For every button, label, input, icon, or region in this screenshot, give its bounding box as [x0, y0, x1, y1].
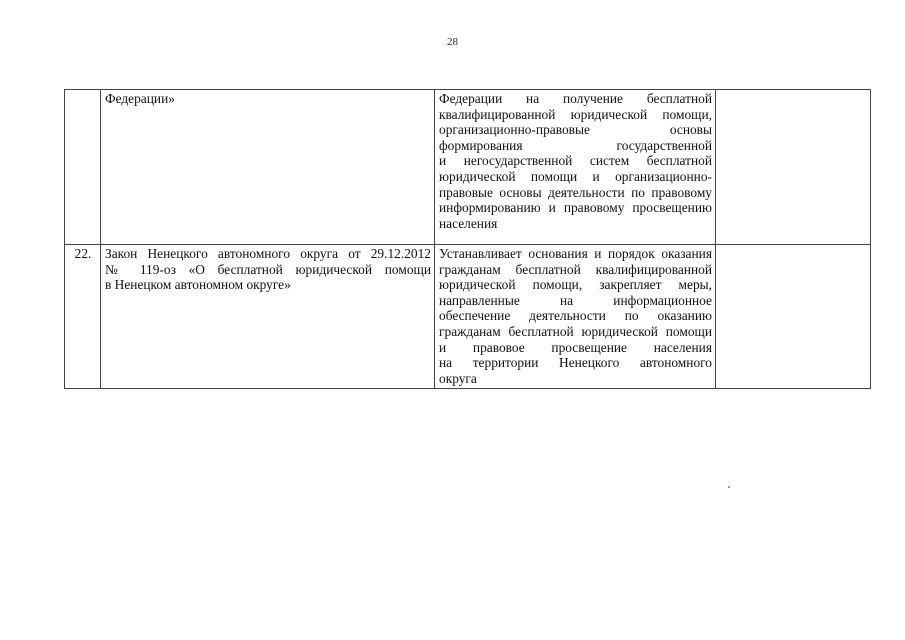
- text-line: квалифицированной юридической помощи,: [439, 106, 712, 122]
- text-line: в Ненецком автономном округе»: [105, 277, 291, 293]
- text-line: и негосударственной систем бесплатной: [439, 153, 712, 169]
- text-line: Устанавливает основания и порядок оказания: [439, 246, 712, 261]
- text-line: правовые основы деятельности по правовому: [439, 184, 712, 200]
- text-line: и правовое просвещение населения: [439, 339, 712, 355]
- text-line: формирования государственной: [439, 137, 712, 153]
- text-line: Федерации»: [105, 91, 175, 106]
- text-line: информированию и правовому просвещению: [439, 200, 712, 216]
- note-cell: [716, 90, 871, 245]
- text-line: округа: [439, 370, 477, 386]
- scan-speck: [728, 486, 730, 488]
- text-line: Федерации на получение бесплатной: [439, 91, 712, 106]
- text-line: на территории Ненецкого автономного: [439, 355, 712, 371]
- text-line: гражданам бесплатной юридической помощи: [439, 323, 712, 339]
- row-number-cell: 22.: [65, 245, 101, 389]
- text-line: населения: [439, 215, 498, 231]
- act-description-cell: [435, 245, 716, 389]
- legal-acts-table: [64, 89, 871, 389]
- act-title-cell: [101, 90, 435, 245]
- act-description-cell: [435, 90, 716, 245]
- text-line: юридической помощи и организационно-: [439, 168, 712, 184]
- note-cell: [716, 245, 871, 389]
- text-line: направленные на информационное: [439, 292, 712, 308]
- table-row: [65, 90, 871, 245]
- text-line: юридической помощи, закрепляет меры,: [439, 277, 712, 293]
- row-number-cell: [65, 90, 101, 245]
- text-line: № 119-оз «О бесплатной юридической помощи: [105, 261, 431, 277]
- text-line: организационно-правовые основы: [439, 122, 712, 138]
- text-line: Закон Ненецкого автономного округа от 29.12.2012: [105, 246, 431, 261]
- act-title-cell: [101, 245, 435, 389]
- text-line: гражданам бесплатной квалифицированной: [439, 261, 712, 277]
- text-line: обеспечение деятельности по оказанию: [439, 308, 712, 324]
- page-number: 28: [447, 36, 458, 48]
- table-row: [65, 245, 871, 389]
